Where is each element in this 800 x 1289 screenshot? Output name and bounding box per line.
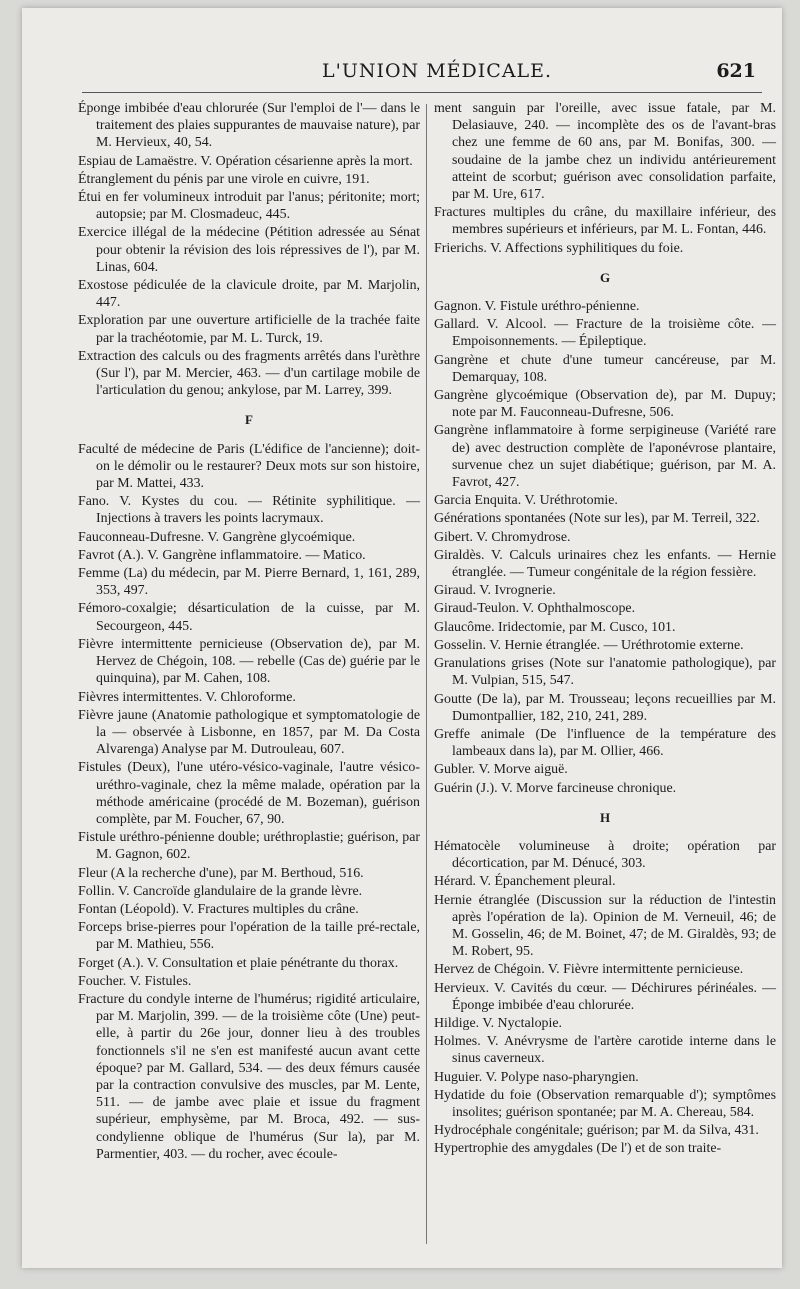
index-entry: Éponge imbibée d'eau chlorurée (Sur l'emploi de l'— dans le traitement des plaies suppurantes de mauvaise nature), par M. Hervieux, 40, 54.: [78, 101, 420, 151]
index-entry: Hildige. V. Nyctalopie.: [434, 1015, 562, 1031]
index-entry: Goutte (De la), par M. Trousseau; leçons recueillies par M. Dumontpallier, 182, 210, 241, 289.: [434, 691, 776, 724]
index-entry: Foucher. V. Fistules.: [78, 973, 192, 989]
index-entry: Fémoro-coxalgie; désarticulation de la cuisse, par M. Secourgeon, 445.: [78, 601, 420, 634]
page-number: 621: [716, 60, 756, 82]
index-entry: Gibert. V. Chromydrose.: [434, 529, 571, 545]
index-entry: Holmes. V. Anévrysme de l'artère carotide interne dans le sinus caverneux.: [434, 1034, 776, 1067]
index-entry: Fauconneau-Dufresne. V. Gangrène glycoémique.: [78, 529, 356, 545]
index-entry: Hervieux. V. Cavités du cœur. — Déchirures périnéales. — Éponge imbibée d'eau chlorurée.: [434, 980, 776, 1013]
index-entry: Exostose pédiculée de la clavicule droite, par M. Marjolin, 447.: [78, 278, 420, 311]
left-column: [78, 100, 420, 1164]
index-entry: Hydrocéphale congénitale; guérison; par M. da Silva, 431.: [434, 1123, 759, 1139]
index-entry: Gagnon. V. Fistule uréthro-pénienne.: [434, 299, 640, 315]
index-entry: Fistule uréthro-pénienne double; uréthroplastie; guérison, par M. Gagnon, 602.: [78, 830, 420, 863]
section-letter: H: [599, 809, 611, 825]
index-entry: Huguier. V. Polype naso-pharyngien.: [434, 1069, 639, 1085]
index-entry: Extraction des calculs ou des fragments arrêtés dans l'urèthre (Sur l'), par M. Mercier, 463. — d'un cartilage mobile de l'articulation du genou; ankylose, par M. Larrey, 399.: [78, 348, 420, 399]
index-entry: Gangrène inflammatoire à forme serpigineuse (Variété rare de) avec destruction complète de l'aponévrose plantaire, survenue chez un sujet diabétique; guérison, par M. A. Favrot, 427.: [434, 423, 776, 491]
index-entry: Fano. V. Kystes du cou. — Rétinite syphilitique. — Injections à travers les points lacrymaux.: [78, 494, 420, 527]
index-entry: Favrot (A.). V. Gangrène inflammatoire. — Matico.: [78, 547, 366, 563]
index-entry: Forget (A.). V. Consultation et plaie pénétrante du thorax.: [78, 955, 399, 971]
index-entry: Fièvres intermittentes. V. Chloroforme.: [78, 689, 296, 705]
index-entry: Femme (La) du médecin, par M. Pierre Bernard, 1, 161, 289, 353, 497.: [78, 566, 420, 599]
index-entry: Forceps brise-pierres pour l'opération de la taille pré-rectale, par M. Mathieu, 556.: [78, 920, 420, 953]
index-entry: Fracture du condyle interne de l'humérus; rigidité articulaire, par M. Marjolin, 399. — de la troisième côte (Une) peut-elle, à partir du 26e jour, donner lieu à des troubles fonctionnels s'il ne s'en est manifesté aucun avant cette époque? par M. Gallard, 534. — des deux fémurs causée par la contraction convulsive des muscles, par M. Lente, 511. — de jambe avec plaie et issue du fragment supérieur, emphysème, par M. Broca, 492. — sus-condylienne oblique de l'humérus (Sur la), par M. Parmentier, 403. — du rocher, avec écoule-: [78, 991, 420, 1162]
right-column: [434, 100, 776, 1159]
index-entry: Fistules (Deux), l'une utéro-vésico-vaginale, l'autre vésico-uréthro-vaginale, chez la même malade, opération par la méthode américaine (procédé de M. Bozeman), guérison complète, par M. Foucher, 67, 90.: [78, 760, 420, 827]
section-letter: F: [245, 412, 253, 428]
index-entry: Follin. V. Cancroïde glandulaire de la grande lèvre.: [78, 883, 363, 899]
index-entry: Gallard. V. Alcool. — Fracture de la troisième côte. — Empoisonnements. — Épileptique.: [434, 317, 776, 350]
index-entry: Fontan (Léopold). V. Fractures multiples du crâne.: [78, 901, 359, 917]
index-entry: Générations spontanées (Note sur les), par M. Terreil, 322.: [434, 511, 760, 527]
index-entry: Glaucôme. Iridectomie, par M. Cusco, 101.: [434, 619, 676, 635]
index-entry: Fractures multiples du crâne, du maxillaire inférieur, des membres supérieurs et inférieurs, par M. L. Fontan, 446.: [434, 205, 776, 238]
index-entry: Exploration par une ouverture artificielle de la trachée faite par la trachéotomie, par M. L. Turck, 19.: [78, 313, 420, 346]
index-entry: Hernie étranglée (Discussion sur la réduction de l'intestin après l'opération de la). Opinion de M. Verneuil, 46; de M. Gosselin, 46; de M. Boinet, 47; de M. Giraldès, 93; de M. Robert, 95.: [434, 892, 776, 960]
index-entry: Giraldès. V. Calculs urinaires chez les enfants. — Hernie étranglée. — Tumeur congénitale de la région fessière.: [434, 547, 776, 581]
index-entry: Hérard. V. Épanchement pleural.: [434, 874, 616, 890]
index-entry: Étui en fer volumineux introduit par l'anus; péritonite; mort; autopsie; par M. Closmadeuc, 445.: [78, 190, 420, 223]
index-entry: Giraud. V. Ivrognerie.: [434, 583, 556, 599]
index-entry: Fièvre intermittente pernicieuse (Observation de), par M. Hervez de Chégoin, 108. — rebelle (Cas de) guérie par le quinquina), par M. Cahen, 108.: [78, 636, 420, 687]
index-entry: Hydatide du foie (Observation remarquable d'); symptômes insolites; guérison spontanée; par M. A. Chereau, 584.: [434, 1087, 776, 1120]
index-page: [22, 8, 782, 1268]
index-entry: Gangrène glycoémique (Observation de), par M. Dupuy; note par M. Fauconneau-Dufresne, 506.: [434, 388, 776, 421]
index-entry: Granulations grises (Note sur l'anatomie pathologique), par M. Vulpian, 515, 547.: [434, 656, 776, 689]
index-entry: Fleur (A la recherche d'une), par M. Berthoud, 516.: [78, 865, 364, 881]
page-header: [82, 58, 762, 93]
index-entry: Fièvre jaune (Anatomie pathologique et symptomatologie de la — observée à Lisbonne, en 1857, par M. Da Costa Alvarenga) Analyse par M. Dutrouleau, 607.: [78, 707, 420, 758]
index-entry: Giraud-Teulon. V. Ophthalmoscope.: [434, 601, 636, 617]
index-entry: Gangrène et chute d'une tumeur cancéreuse, par M. Demarquay, 108.: [434, 352, 776, 385]
index-entry: Garcia Enquita. V. Uréthrotomie.: [434, 493, 618, 509]
index-entry: Faculté de médecine de Paris (L'édifice de l'ancienne); doit-on le démolir ou le restaurer? Deux mots sur son histoire, par M. Mattei, 433.: [78, 441, 420, 492]
index-entry: Gosselin. V. Hernie étranglée. — Uréthrotomie externe.: [434, 637, 744, 653]
index-entry: Étranglement du pénis par une virole en cuivre, 191.: [78, 171, 370, 187]
running-title: L'UNION MÉDICALE.: [322, 60, 553, 82]
index-entry: Exercice illégal de la médecine (Pétition adressée au Sénat pour obtenir la révision des lois répressives de l'), par M. Linas, 604.: [78, 225, 420, 275]
index-entry: Guérin (J.). V. Morve farcineuse chronique.: [434, 780, 677, 796]
section-letter: G: [599, 269, 611, 285]
index-entry: Hématocèle volumineuse à droite; opération par décortication, par M. Dénucé, 303.: [434, 838, 776, 872]
index-entry: Hervez de Chégoin. V. Fièvre intermittente pernicieuse.: [434, 962, 744, 978]
index-entry: Gubler. V. Morve aiguë.: [434, 762, 568, 778]
index-entry: Greffe animale (De l'influence de la température des lambeaux dans la), par M. Ollier, 466.: [434, 726, 776, 760]
column-divider: [426, 104, 427, 1244]
index-entry: ment sanguin par l'oreille, avec issue fatale, par M. Delasiauve, 240. — incomplète des os de l'avant-bras chez une femme de 60 ans, par M. Bonifas, 300. — soudaine de la jambe chez un individu antérieurement atteint de scorbut; guérison avec consolidation parfaite, par M. Ure, 617.: [434, 101, 776, 203]
index-entry: Hypertrophie des amygdales (De l') et de son traite-: [434, 1141, 722, 1157]
index-entry: Frierichs. V. Affections syphilitiques du foie.: [434, 240, 684, 256]
index-entry: Espiau de Lamaëstre. V. Opération césarienne après la mort.: [78, 153, 413, 169]
